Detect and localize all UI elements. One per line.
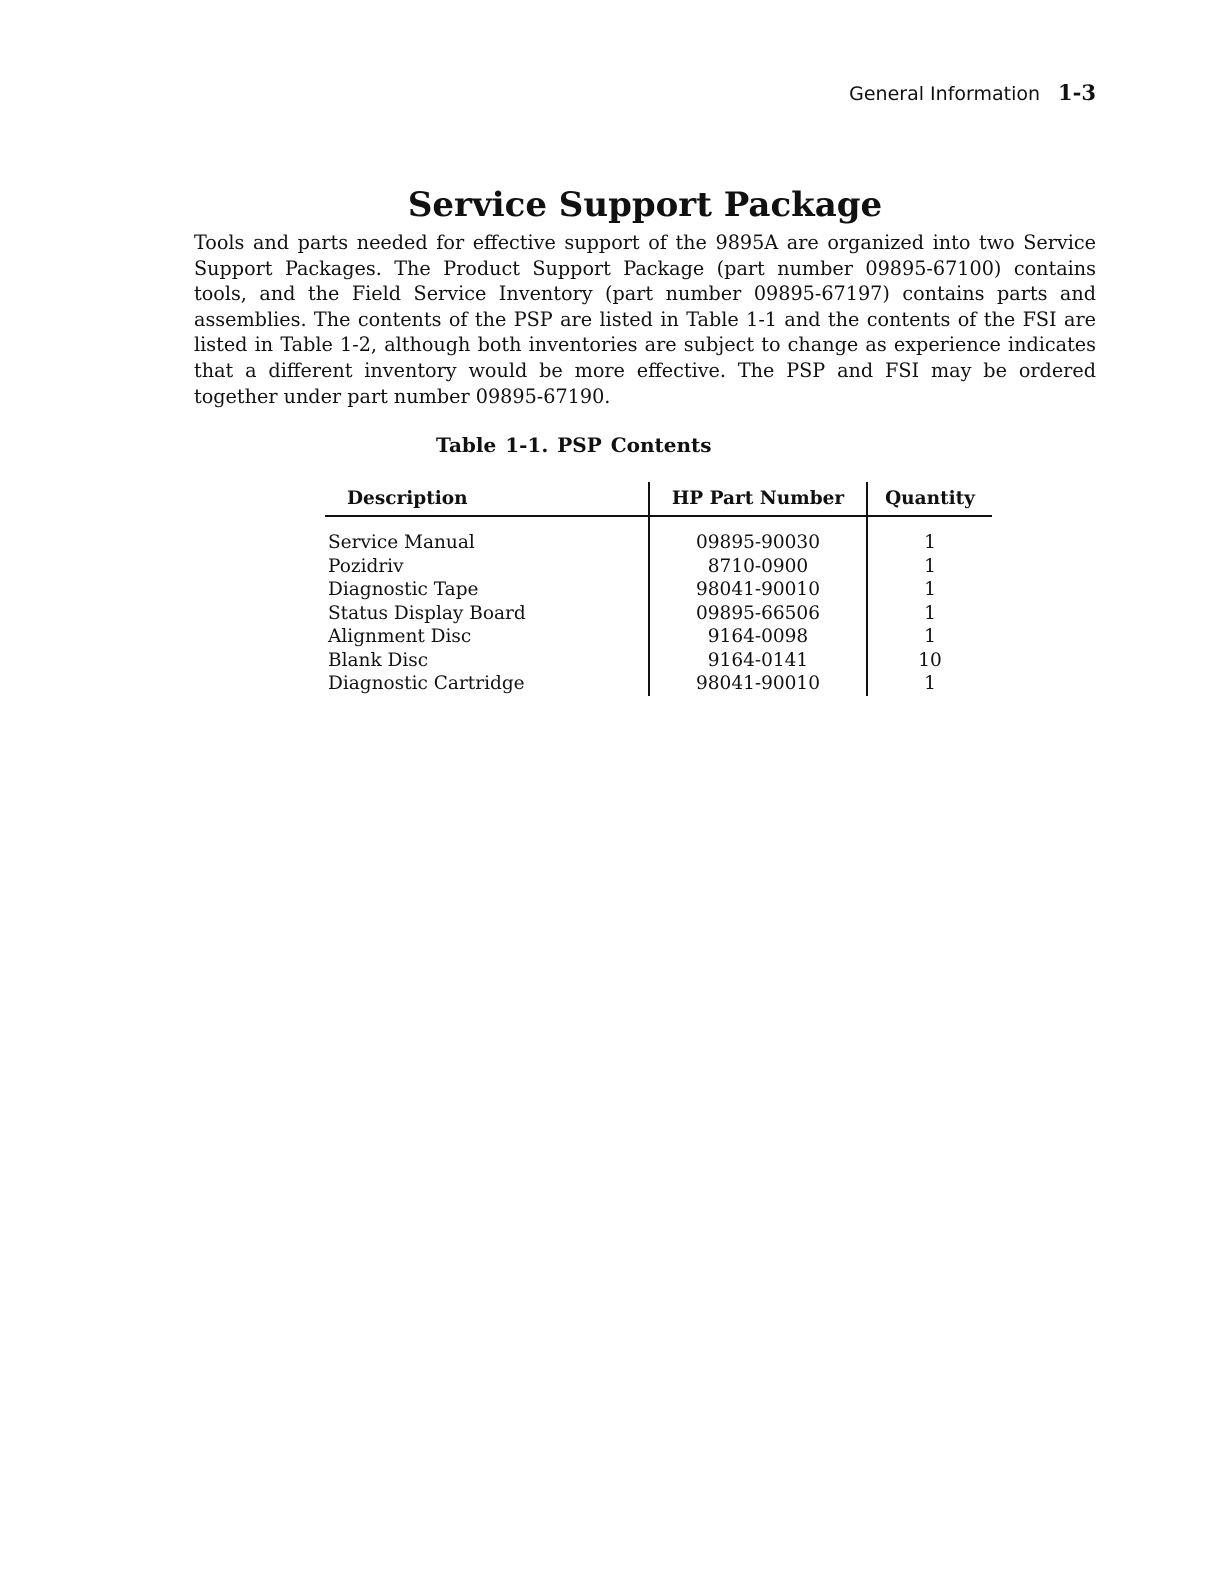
cell-quantity: 10 [867,649,992,673]
cell-description: Status Display Board [328,602,526,624]
table-caption: Table 1-1. PSP Contents [436,433,712,457]
running-header [849,80,1096,105]
cell-quantity: 1 [867,602,992,626]
cell-description: Blank Disc [328,649,429,671]
psp-contents-table [325,482,992,696]
section-title: Service Support Package [407,185,883,225]
page-number: 1-3 [1058,80,1096,105]
table-row [325,602,992,626]
column-header-part-number: HP Part Number [649,482,867,516]
table-row [325,516,992,555]
table-row [325,672,992,696]
cell-quantity: 1 [867,625,992,649]
running-title: General Information [849,83,1041,105]
cell-quantity: 1 [867,516,992,555]
table-header-row [325,482,992,516]
cell-part-number: 09895-90030 [649,516,867,555]
cell-part-number: 98041-90010 [649,672,867,696]
body-paragraph: Tools and parts needed for effective support of the 9895A are organized into two Service Support Packages. The Product Support Package (part number 09895-67100) contains tools, and the Field Service Inventory (part number 09895-67197) contains parts and assemblies. The contents of the PSP are listed in Table 1-1 and the contents of the FSI are listed in Table 1-2, although both inventories are subject to change as experience indicates that a different inventory would be more effective. The PSP and FSI may be ordered together under part number 09895-67190. [194,231,1096,408]
table-row [325,649,992,673]
cell-part-number: 9164-0098 [649,625,867,649]
cell-part-number: 98041-90010 [649,578,867,602]
cell-part-number: 8710-0900 [649,555,867,579]
cell-description: Diagnostic Cartridge [328,673,525,694]
column-header-quantity: Quantity [867,482,992,516]
cell-part-number: 09895-66506 [649,602,867,626]
cell-part-number: 9164-0141 [649,649,867,673]
cell-description: Service Manual [328,532,475,553]
cell-quantity: 1 [867,672,992,696]
table-row [325,578,992,602]
cell-quantity: 1 [867,555,992,579]
cell-quantity: 1 [867,578,992,602]
cell-description: Alignment Disc [328,626,472,647]
table-row [325,625,992,649]
cell-description: Pozidriv [328,555,404,577]
cell-description: Diagnostic Tape [328,579,479,600]
table-row [325,555,992,579]
column-header-description: Description [325,482,649,516]
